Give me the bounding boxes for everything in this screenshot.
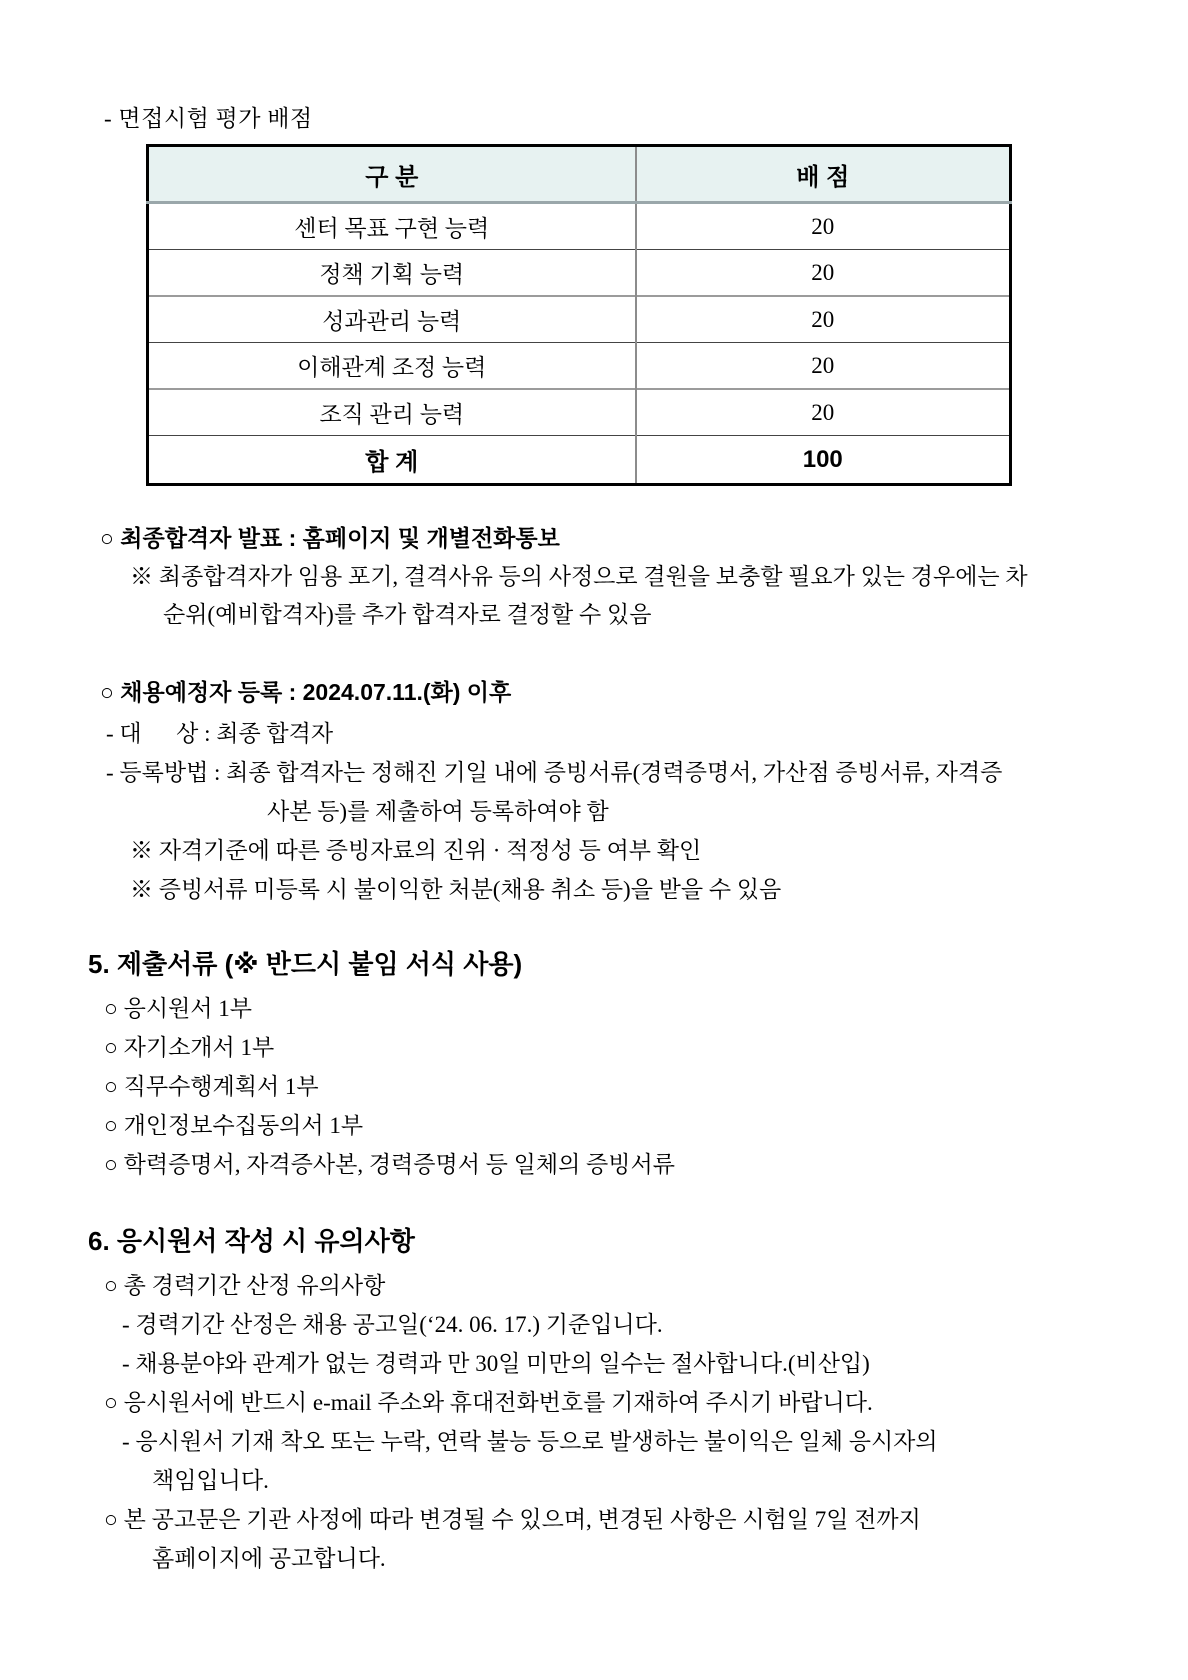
registration-note1: ※ 자격기준에 따른 증빙자료의 진위 · 적정성 등 여부 확인 bbox=[130, 838, 702, 863]
registration-title: ○ 채용예정자 등록 : 2024.07.11.(화) 이후 bbox=[100, 679, 512, 705]
table-row bbox=[148, 296, 1011, 343]
list-subitem: - 응시원서 기재 착오 또는 누락, 연락 불능 등으로 발생하는 불이익은 일체 응시자의 bbox=[122, 1429, 938, 1454]
list-item: ○ 자기소개서 1부 bbox=[104, 1035, 275, 1060]
final-pass-note-line2: 순위(예비합격자)를 추가 합격자로 결정할 수 있음 bbox=[163, 602, 652, 627]
points-cell: 20 bbox=[636, 389, 1011, 436]
final-pass-title: ○ 최종합격자 발표 : 홈페이지 및 개별전화통보 bbox=[100, 525, 560, 551]
table-row bbox=[148, 250, 1011, 297]
total-label-cell: 합 계 bbox=[148, 436, 636, 485]
final-pass-note-line1: ※ 최종합격자가 임용 포기, 결격사유 등의 사정으로 결원을 보충할 필요가 있는 경우에는 차 bbox=[130, 564, 1028, 589]
category-cell: 이해관계 조정 능력 bbox=[148, 343, 636, 390]
points-cell: 20 bbox=[636, 343, 1011, 390]
final-pass-notes bbox=[0, 558, 1188, 634]
score-table-header-category: 구 분 bbox=[148, 146, 636, 203]
points-cell: 20 bbox=[636, 296, 1011, 343]
score-table-header-points: 배 점 bbox=[636, 146, 1011, 203]
registration-note2: ※ 증빙서류 미등록 시 불이익한 처분(채용 취소 등)을 받을 수 있음 bbox=[130, 877, 782, 902]
list-item-continuation: 홈페이지에 공고합니다. bbox=[152, 1546, 386, 1571]
list-subitem-continuation: 책임입니다. bbox=[152, 1468, 269, 1493]
section-6-title: 6. 응시원서 작성 시 유의사항 bbox=[88, 1226, 415, 1256]
interview-score-table bbox=[146, 144, 1012, 486]
final-pass-announcement-block bbox=[0, 522, 1188, 634]
section-5-documents bbox=[0, 947, 1188, 1184]
category-cell: 조직 관리 능력 bbox=[148, 389, 636, 436]
list-subitem: - 경력기간 산정은 채용 공고일(‘24. 06. 17.) 기준입니다. bbox=[122, 1312, 663, 1337]
registration-method-line2: 사본 등)를 제출하여 등록하여야 함 bbox=[267, 799, 609, 824]
registration-details bbox=[0, 714, 1188, 909]
list-subitem: - 채용분야와 관계가 없는 경력과 만 30일 미만의 일수는 절사합니다.(비산입) bbox=[122, 1351, 870, 1376]
category-cell: 성과관리 능력 bbox=[148, 296, 636, 343]
registration-block bbox=[0, 676, 1188, 909]
category-cell: 센터 목표 구현 능력 bbox=[294, 216, 490, 241]
list-item: ○ 학력증명서, 자격증사본, 경력증명서 등 일체의 증빙서류 bbox=[104, 1152, 675, 1177]
section-6-precautions bbox=[0, 1224, 1188, 1578]
table-row bbox=[148, 389, 1011, 436]
table-row bbox=[148, 203, 1011, 250]
points-cell: 20 bbox=[636, 203, 1011, 250]
section-5-items bbox=[0, 989, 1188, 1184]
interview-score-caption: - 면접시험 평가 배점 bbox=[104, 106, 313, 131]
total-points-cell: 100 bbox=[636, 436, 1011, 485]
list-item: ○ 총 경력기간 산정 유의사항 bbox=[104, 1273, 386, 1298]
score-table-header-row bbox=[148, 146, 1011, 203]
points-cell: 20 bbox=[636, 250, 1011, 297]
table-row bbox=[148, 343, 1011, 390]
table-total-row bbox=[148, 436, 1011, 485]
section-6-items bbox=[0, 1266, 1188, 1578]
section-5-title: 5. 제출서류 (※ 반드시 붙임 서식 사용) bbox=[88, 949, 523, 979]
list-item: ○ 개인정보수집동의서 1부 bbox=[104, 1113, 364, 1138]
list-item: ○ 직무수행계획서 1부 bbox=[104, 1074, 319, 1099]
list-item: ○ 응시원서에 반드시 e-mail 주소와 휴대전화번호를 기재하여 주시기 바랍니다. bbox=[104, 1390, 873, 1415]
registration-method-line1: - 등록방법 : 최종 합격자는 정해진 기일 내에 증빙서류(경력증명서, 가산점 증빙서류, 자격증 bbox=[106, 760, 1003, 785]
list-item: ○ 본 공고문은 기관 사정에 따라 변경될 수 있으며, 변경된 사항은 시험일 7일 전까지 bbox=[104, 1507, 921, 1532]
list-item: ○ 응시원서 1부 bbox=[104, 996, 252, 1021]
registration-target-line: - 대 상 : 최종 합격자 bbox=[106, 721, 334, 746]
category-cell: 정책 기획 능력 bbox=[148, 250, 636, 297]
